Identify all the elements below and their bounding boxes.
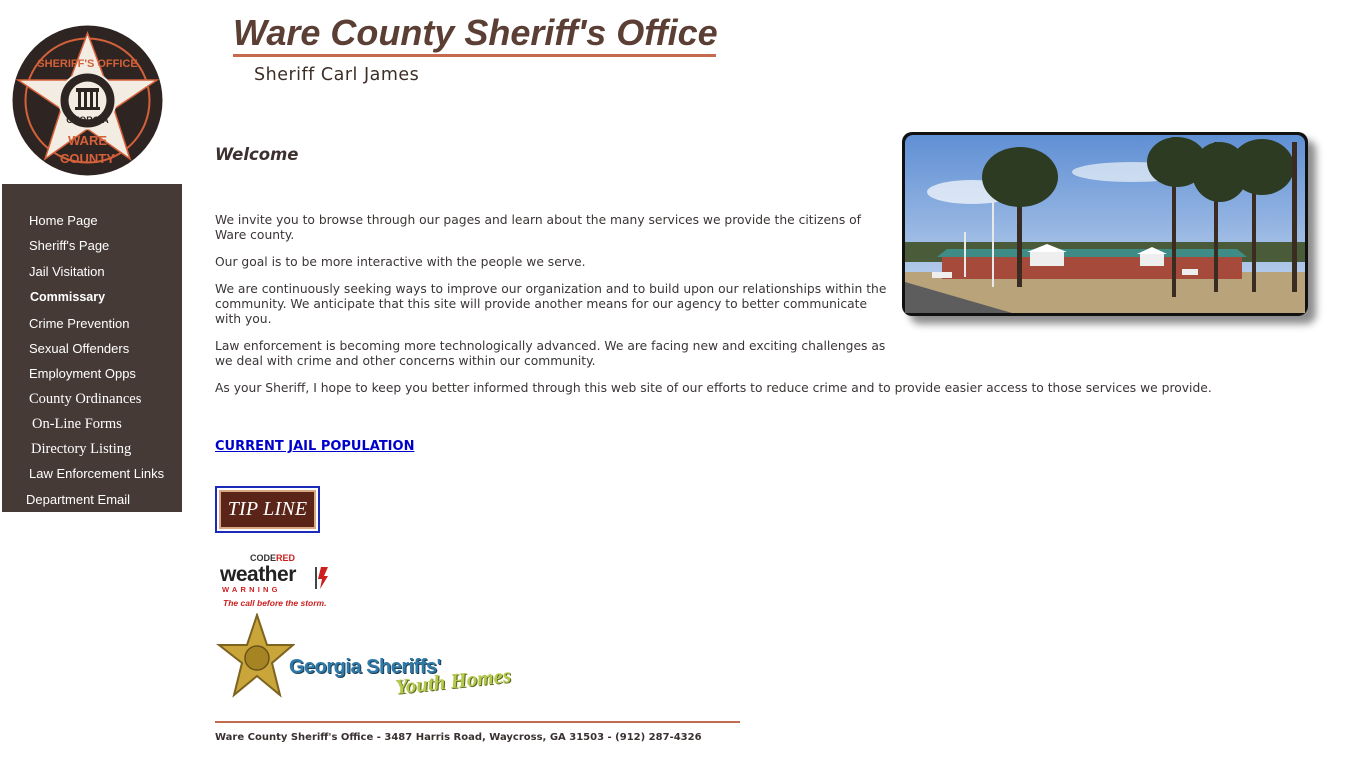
goal-paragraph: Our goal is to be more interactive with the people we serve. — [215, 255, 586, 269]
svg-text:GEORGIA: GEORGIA — [66, 115, 109, 125]
sheriff-message-paragraph: As your Sheriff, I hope to keep you better informed through this web site of our efforts to reduce crime and to provide easier access to those services we provide. — [215, 381, 1212, 395]
sidebar-item-employment-opps[interactable]: Employment Opps — [29, 366, 136, 381]
sidebar-item-home[interactable]: Home Page — [29, 213, 98, 228]
technology-paragraph: Law enforcement is becoming more technologically advanced. We are facing new and exciting challenges as we deal with crime and other concerns within our community. — [215, 339, 886, 368]
site-title: Ware County Sheriff's Office — [233, 12, 718, 53]
improvement-paragraph: We are continuously seeking ways to improve our organization and to build upon our relationships within the community. We anticipate that this site will provide another means for our agency to better communicate with you. — [215, 282, 887, 326]
sidebar-item-county-ordinances[interactable]: County Ordinances — [29, 391, 142, 407]
sidebar-item-sheriffs-page[interactable]: Sheriff's Page — [29, 238, 110, 253]
sidebar-item-directory-listing[interactable]: Directory Listing — [31, 441, 132, 457]
sheriff-name: Sheriff Carl James — [254, 65, 420, 85]
sidebar-nav — [2, 184, 182, 512]
footer-address: Ware County Sheriff's Office - 3487 Harris Road, Waycross, GA 31503 - (912) 287-4326 — [215, 732, 702, 743]
svg-text:COUNTY: COUNTY — [60, 151, 115, 166]
tip-line-label: TIP LINE — [227, 498, 308, 520]
georgia-sheriffs-youth-homes-link[interactable] — [215, 613, 545, 708]
lightning-bolt-icon — [315, 567, 329, 589]
tip-line-banner — [219, 490, 316, 529]
youth-homes-title: Georgia Sheriffs' — [289, 656, 441, 678]
codered-weather-warning-link[interactable] — [218, 553, 338, 611]
codered-warning-text: WARNING — [222, 585, 281, 594]
svg-text:WARE: WARE — [68, 133, 107, 148]
office-building-photo — [902, 132, 1308, 316]
sidebar-item-jail-visitation[interactable]: Jail Visitation — [29, 264, 105, 279]
svg-text:SHERIFF'S OFFICE: SHERIFF'S OFFICE — [37, 58, 138, 70]
sidebar-item-sexual-offenders[interactable]: Sexual Offenders — [29, 341, 130, 356]
tip-line-button[interactable] — [215, 486, 320, 533]
sidebar-item-crime-prevention[interactable]: Crime Prevention — [29, 316, 130, 331]
sidebar-item-online-forms[interactable]: On-Line Forms — [32, 416, 122, 432]
sidebar-item-law-enforcement-links[interactable]: Law Enforcement Links — [29, 466, 165, 481]
sidebar-item-department-email[interactable]: Department Email — [26, 492, 131, 507]
title-divider — [233, 54, 716, 57]
intro-paragraph: We invite you to browse through our pages and learn about the many services we provide the citizens of Ware county. — [215, 213, 862, 242]
codered-weather-text: weather — [220, 563, 296, 586]
gold-star-badge-icon — [215, 613, 295, 703]
youth-homes-subtitle: Youth Homes — [394, 663, 512, 700]
welcome-heading: Welcome — [215, 145, 299, 164]
footer-divider — [215, 721, 740, 723]
current-jail-population-link[interactable]: CURRENT JAIL POPULATION — [215, 439, 415, 454]
codered-brand: CODERED — [250, 553, 296, 563]
sidebar-item-commissary[interactable]: Commissary — [30, 290, 106, 304]
codered-tagline: The call before the storm. — [223, 598, 327, 608]
sheriff-badge-logo — [12, 25, 163, 176]
